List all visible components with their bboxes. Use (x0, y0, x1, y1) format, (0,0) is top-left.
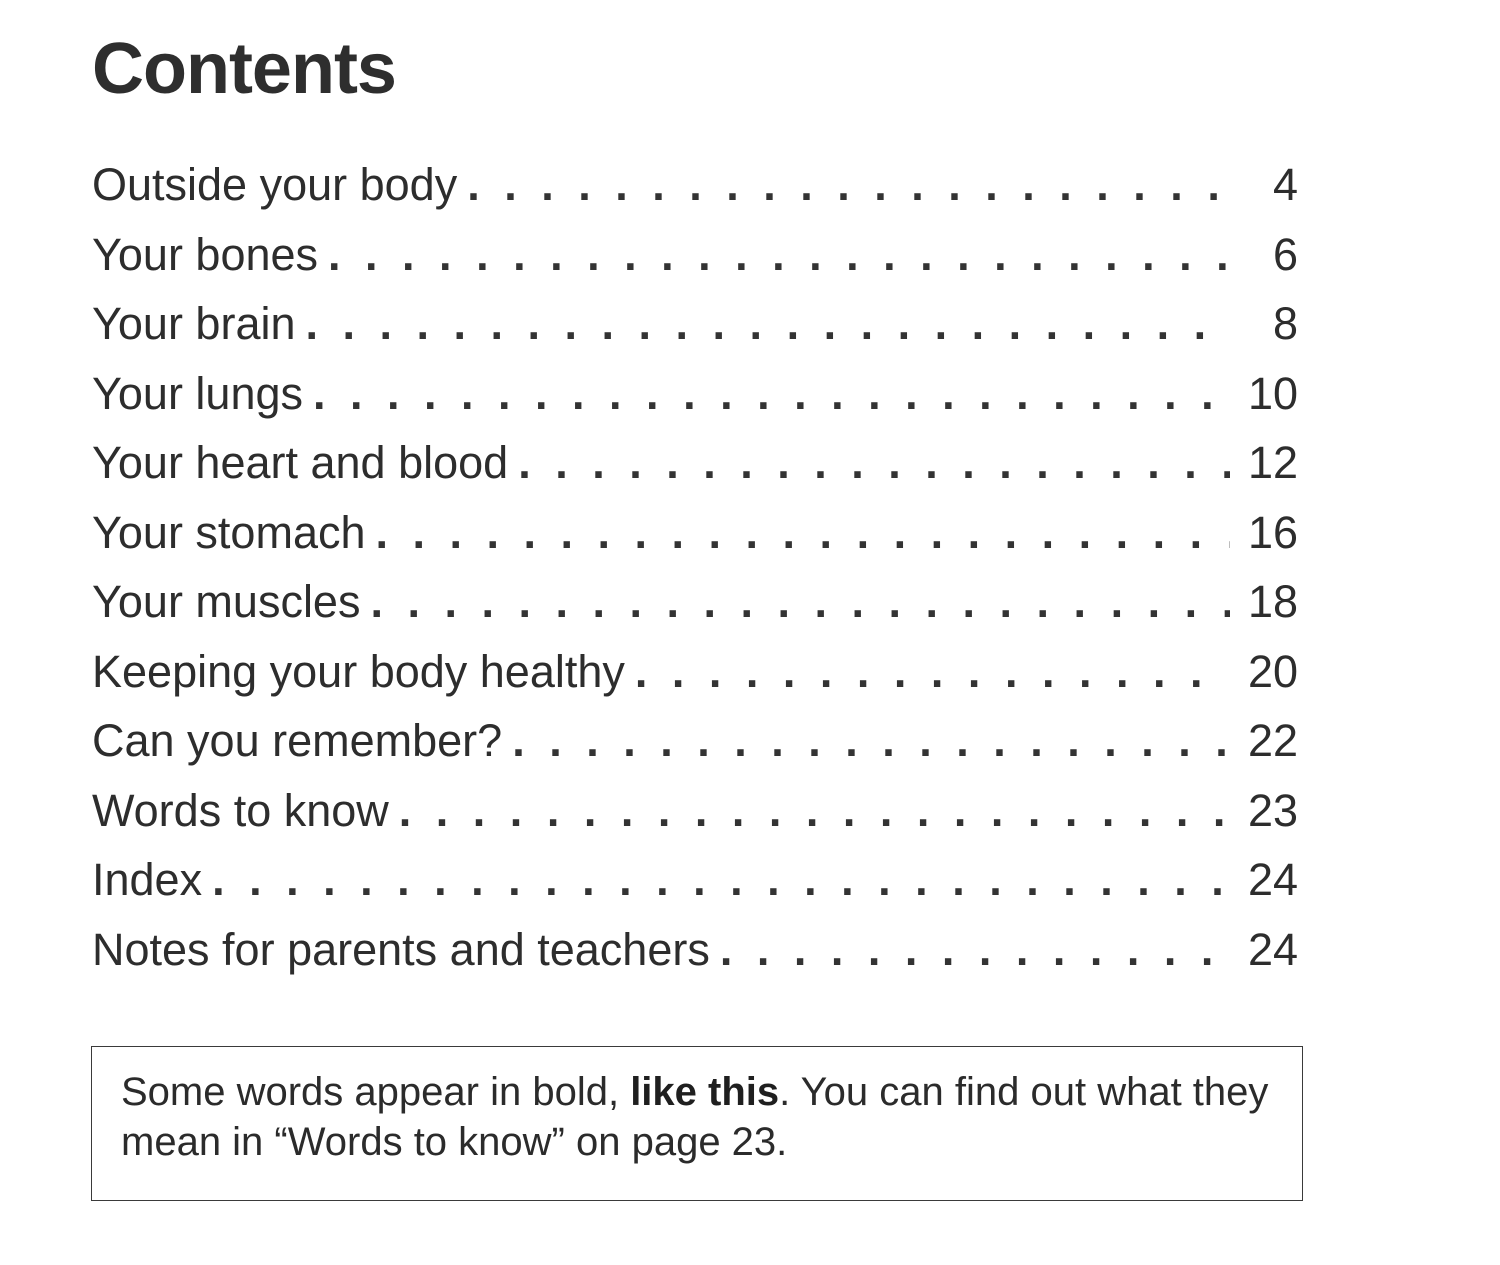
toc-entry-page: 18 (1247, 576, 1298, 627)
toc-entry-label: Your bones (92, 228, 319, 280)
toc-entry-page: 23 (1247, 784, 1298, 836)
toc-entry-page: 4 (1272, 159, 1298, 210)
bold-words-note (91, 1046, 1303, 1201)
toc-entry-page: 24 (1247, 854, 1298, 905)
toc-entry-label: Words to know (92, 784, 389, 836)
dot-leader (399, 776, 1230, 846)
dot-leader (376, 498, 1231, 568)
toc-entry-keeping-your-body-healthy[interactable] (92, 637, 1298, 707)
toc-entry-index[interactable] (92, 845, 1298, 915)
note-text-before: Some words appear in bold, (121, 1070, 631, 1114)
toc-entry-page: 20 (1247, 645, 1298, 697)
toc-entry-label: Keeping your body healthy (92, 645, 625, 697)
toc-entry-words-to-know[interactable] (92, 776, 1298, 846)
page-title: Contents (92, 29, 396, 109)
table-of-contents (92, 150, 1298, 984)
dot-leader (720, 915, 1230, 985)
toc-entry-your-lungs[interactable] (92, 359, 1298, 429)
toc-entry-label: Your brain (92, 298, 296, 349)
toc-entry-page: 24 (1247, 923, 1298, 975)
toc-entry-label: Index (92, 854, 203, 905)
toc-entry-label: Can you remember? (92, 715, 503, 766)
toc-entry-outside-your-body[interactable] (92, 150, 1298, 220)
toc-entry-label: Notes for parents and teachers (92, 923, 710, 975)
dot-leader (328, 220, 1230, 290)
toc-entry-your-brain[interactable] (92, 289, 1298, 359)
dot-leader (370, 567, 1230, 637)
toc-entry-label: Your stomach (92, 506, 366, 558)
dot-leader (635, 637, 1230, 707)
toc-entry-page: 10 (1247, 367, 1298, 419)
toc-entry-label: Your muscles (92, 576, 361, 627)
toc-entry-page: 16 (1247, 506, 1298, 558)
toc-entry-page: 6 (1272, 228, 1298, 280)
dot-leader (512, 706, 1230, 776)
note-bold-example: like this (630, 1070, 780, 1114)
toc-entry-your-stomach[interactable] (92, 498, 1298, 568)
toc-entry-label: Your heart and blood (92, 437, 509, 488)
dot-leader (467, 150, 1230, 220)
toc-entry-label: Outside your body (92, 159, 458, 210)
dot-leader (306, 289, 1231, 359)
toc-entry-can-you-remember[interactable] (92, 706, 1298, 776)
toc-entry-notes-for-parents-and-teachers[interactable] (92, 915, 1298, 985)
note-text-after: . You can find out what they mean in “Words to know” on page 23. (121, 1070, 1269, 1164)
dot-leader (212, 845, 1230, 915)
dot-leader (313, 359, 1230, 429)
toc-entry-page: 12 (1247, 437, 1298, 488)
toc-entry-your-heart-and-blood[interactable] (92, 428, 1298, 498)
toc-entry-your-muscles[interactable] (92, 567, 1298, 637)
toc-entry-page: 22 (1247, 715, 1298, 766)
toc-entry-label: Your lungs (92, 367, 304, 419)
toc-entry-your-bones[interactable] (92, 220, 1298, 290)
toc-entry-page: 8 (1272, 298, 1298, 349)
dot-leader (518, 428, 1230, 498)
